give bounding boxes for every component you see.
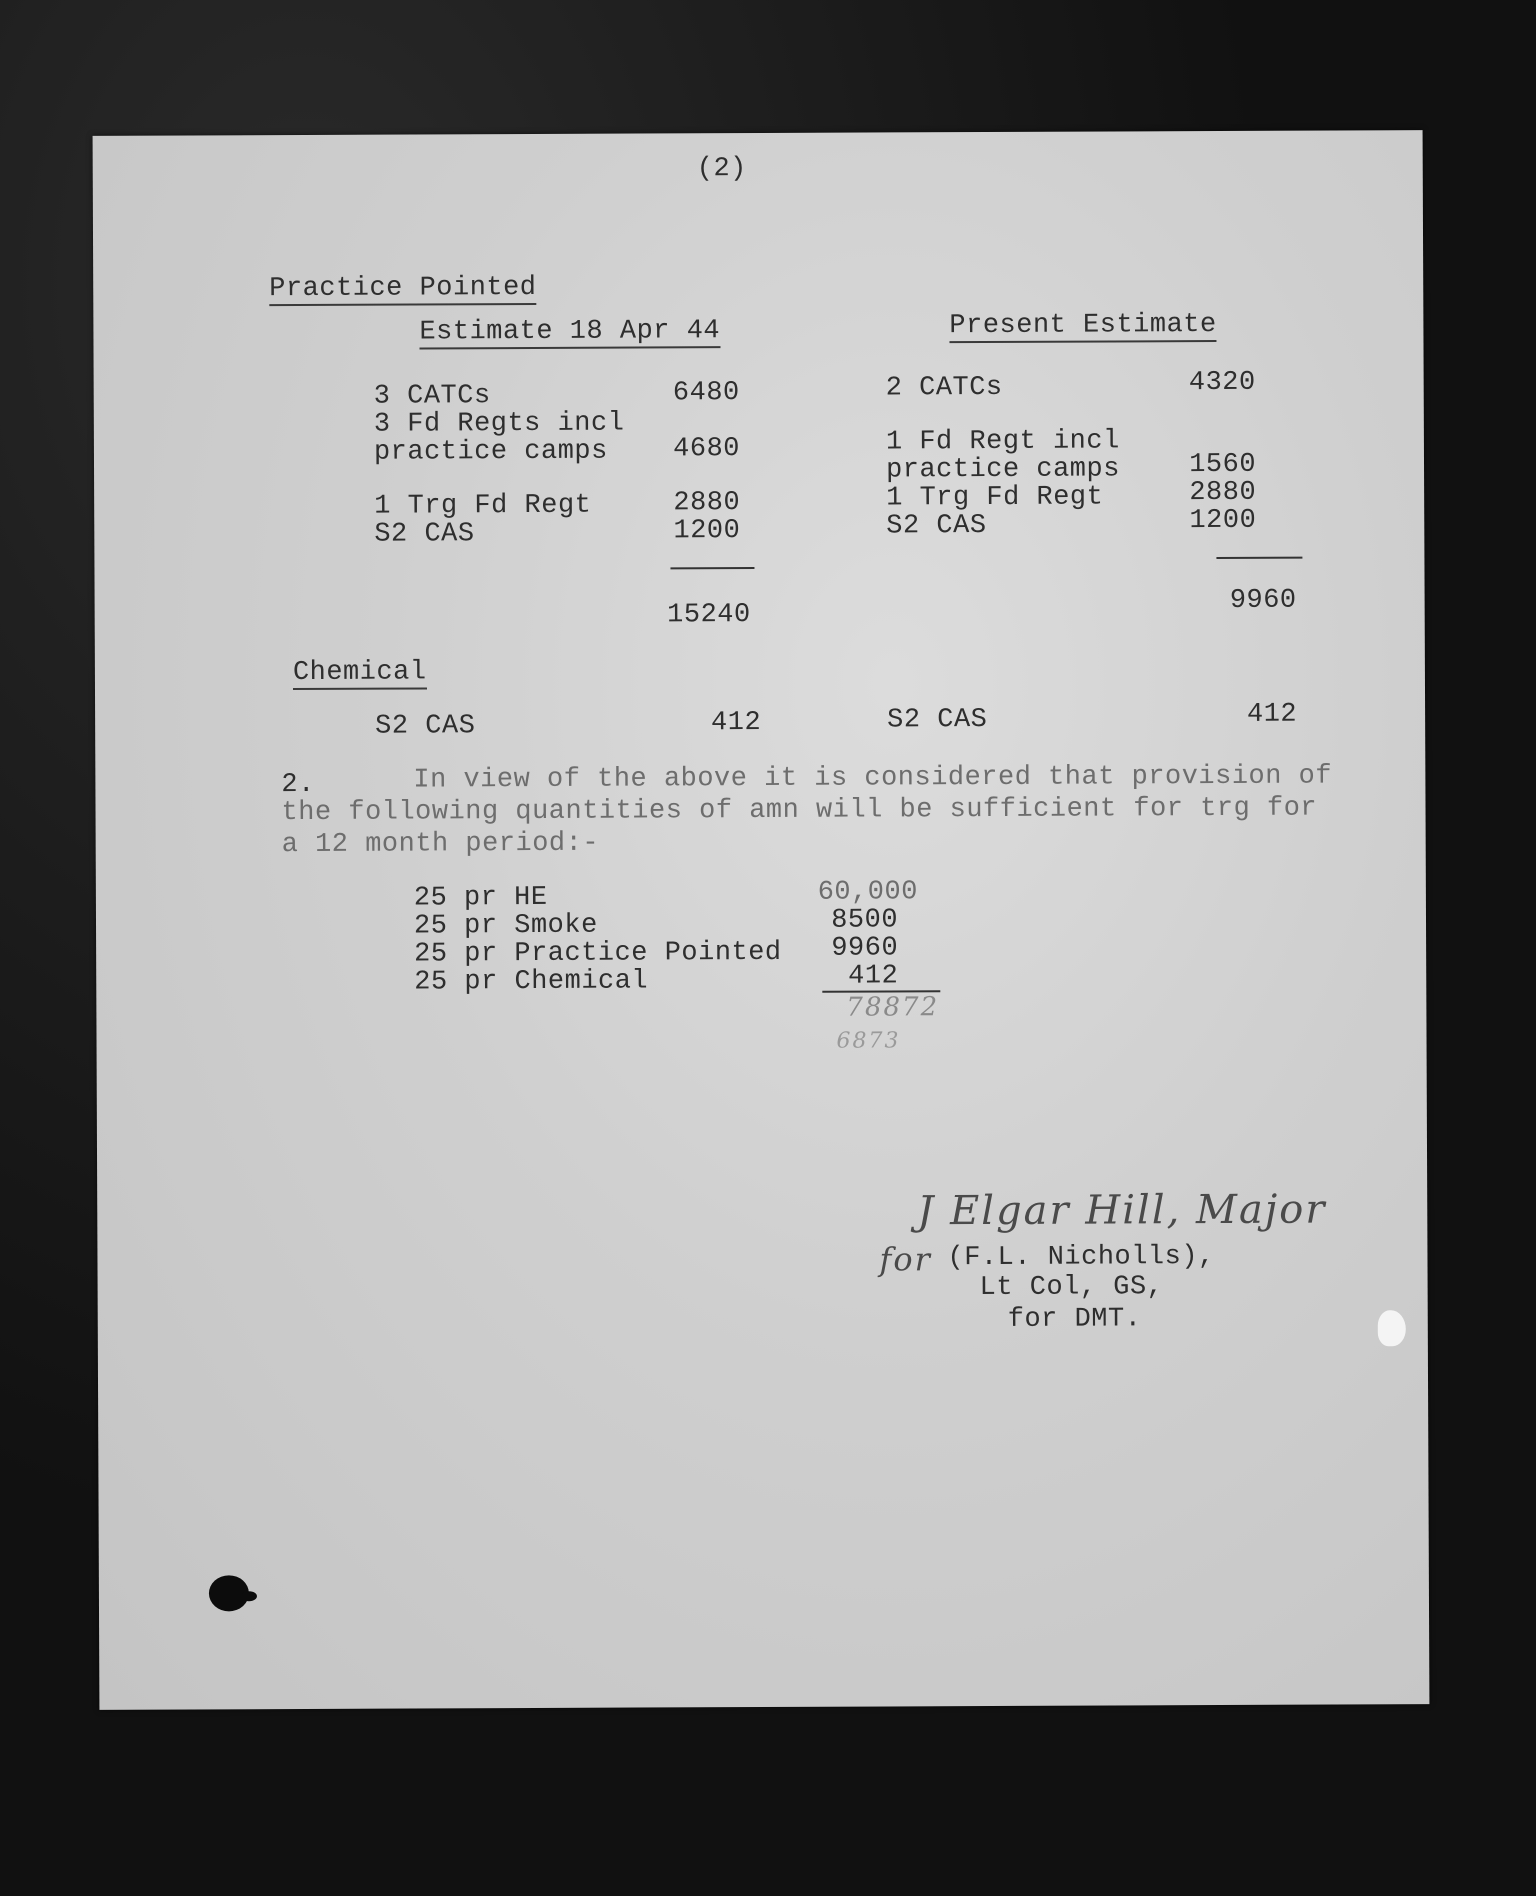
present-row-label: 1 Trg Fd Regt <box>886 482 1104 514</box>
handwritten-total: 78872 <box>846 992 940 1023</box>
chemical-estimate-label: S2 CAS <box>375 711 476 742</box>
present-row-label: S2 CAS <box>886 511 987 542</box>
signature-rank: Lt Col, GS, <box>979 1272 1164 1304</box>
present-row-value: 1560 <box>1189 449 1257 481</box>
estimate-row-value: 2880 <box>673 488 741 519</box>
page-number: (2) <box>696 154 747 185</box>
estimate-row-label: 3 Fd Regts incl <box>373 408 625 440</box>
quantity-label: 25 pr HE <box>413 882 548 914</box>
section-heading-practice-pointed: Practice Pointed <box>269 272 537 305</box>
present-column-heading: Present Estimate <box>949 310 1217 342</box>
chemical-present-label: S2 CAS <box>887 705 988 736</box>
estimate-column-heading: Estimate 18 Apr 44 <box>419 316 721 348</box>
chemical-estimate-value: 412 <box>710 707 762 739</box>
estimate-row-value: 1200 <box>673 516 741 547</box>
paragraph-number: 2. <box>281 769 315 801</box>
chemical-present-value: 412 <box>1246 699 1298 730</box>
present-row-value: 1200 <box>1189 505 1257 537</box>
quantity-label: 25 pr Practice Pointed <box>414 937 782 970</box>
quantity-value: 9960 <box>831 933 899 964</box>
estimate-row-label: practice camps <box>373 436 608 468</box>
signature-for-prefix: for <box>879 1240 932 1279</box>
estimate-row-label: 1 Trg Fd Regt <box>374 490 592 522</box>
signature-for-line: for DMT. <box>1007 1304 1142 1335</box>
quantity-value: 412 <box>848 961 899 992</box>
quantity-label: 25 pr Smoke <box>413 910 598 942</box>
present-row-label: 1 Fd Regt incl <box>885 426 1120 458</box>
present-total: 9960 <box>1229 585 1297 616</box>
section-heading-chemical: Chemical <box>292 657 427 689</box>
present-total-rule <box>1216 557 1302 559</box>
estimate-total: 15240 <box>667 600 751 631</box>
present-row-value: 2880 <box>1189 477 1257 509</box>
paragraph-line: the following quantities of amn will be sufficient for trg for <box>281 793 1318 829</box>
paragraph-line: In view of the above it is considered that provision of <box>413 761 1333 796</box>
handwritten-signature: J Elgar Hill, Major <box>917 1186 1327 1235</box>
handwritten-total-alt: 6873 <box>836 1028 901 1054</box>
ink-blot-tail <box>241 1591 257 1601</box>
paper-blemish <box>1378 1310 1406 1346</box>
estimate-row-value: 4680 <box>673 434 741 465</box>
estimate-total-rule <box>670 567 754 569</box>
paragraph-line: a 12 month period:- <box>281 828 600 861</box>
quantity-value: 60,000 <box>817 877 918 908</box>
estimate-row-label: 3 CATCs <box>373 381 491 412</box>
present-row-label: 2 CATCs <box>885 372 1003 404</box>
estimate-row-value: 6480 <box>672 378 740 409</box>
signature-name: (F.L. Nicholls), <box>947 1242 1215 1274</box>
present-row-label: practice camps <box>885 454 1120 486</box>
present-row-value: 4320 <box>1188 367 1256 399</box>
document-page <box>93 130 1430 1710</box>
estimate-row-label: S2 CAS <box>374 519 475 550</box>
quantity-value: 8500 <box>831 905 899 936</box>
quantity-label: 25 pr Chemical <box>414 966 649 998</box>
